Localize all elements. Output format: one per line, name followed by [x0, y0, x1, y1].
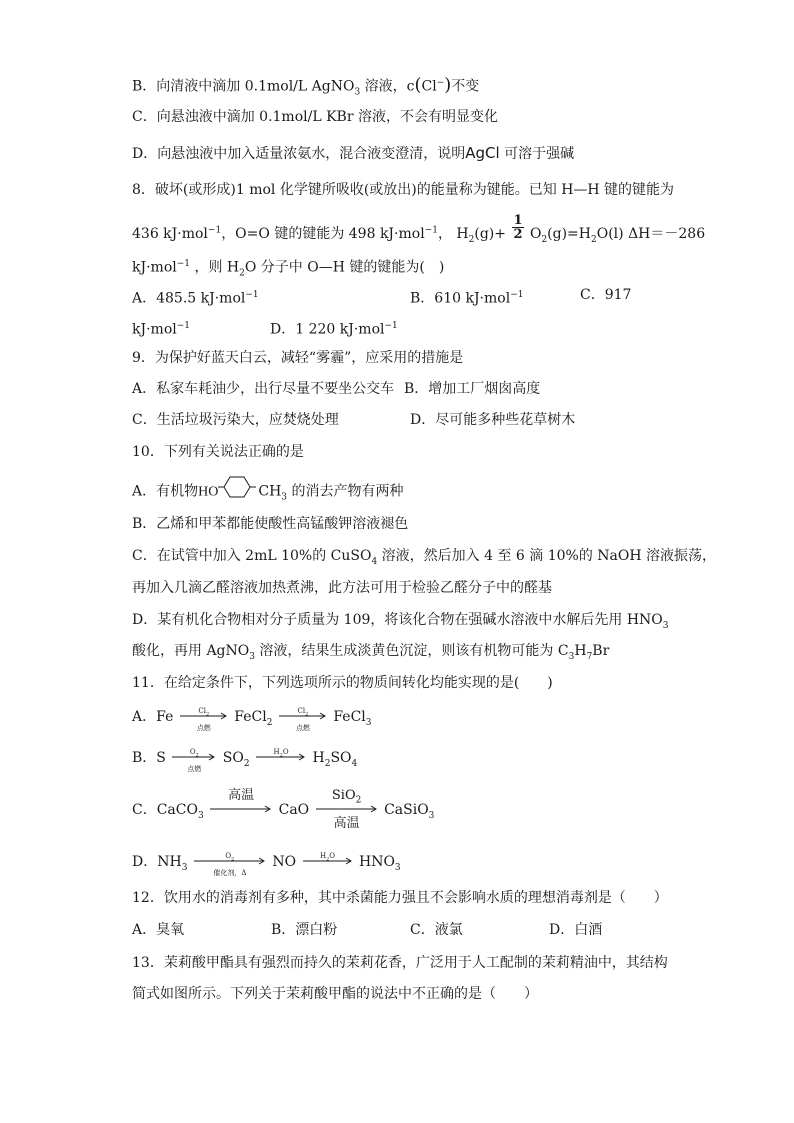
- reaction-arrow: 高温: [210, 804, 272, 814]
- q11-stem: 11．在给定条件下，下列选项所示的物质间转化均能实现的是( ): [132, 675, 553, 691]
- q11-option-d: D．$NH_3$ $O_2$ 催化剂，Δ NO $H_2O$ $HNO_3$: [132, 852, 401, 877]
- chloride-ion-formula: (: [414, 74, 422, 96]
- q8-stem-line1: 8．破坏(或形成)1 mol 化学键所吸收(或放出)的能量称为键能。已知 H—H 键的键能为: [132, 182, 675, 198]
- cyclohexane-ring-icon: [218, 476, 258, 507]
- q11-option-c: C．CaCO$_3$ 高温 CaO SiO$_2$ 高温 CaSiO$_3$: [132, 788, 435, 831]
- q13-stem-line1: 13．茉莉酸甲酯具有强烈而持久的茉莉花香，广泛用于人工配制的茉莉精油中，其结构: [132, 955, 668, 971]
- reaction-arrow: $Cl_2$ 点燃: [180, 711, 228, 721]
- q8-stem-line3: kJ·mol$^{-1}$ ，则 $H_2O$ 分子中 O—H 键的键能为( ): [132, 259, 445, 279]
- q7-option-d: D．向悬浊液中加入适量浓氨水，混合液变澄清，说明AgCl 可溶于强碱: [132, 144, 575, 162]
- one-half-fraction: $\frac{1}{2}$: [513, 213, 523, 242]
- q8-stem-line2: 436 kJ·mol$^{-1}$，O=O 键的键能为 498 kJ·mol$^{-1}$， $H_2(g)+$ $\frac{1}{2}$ $O_2(g)=H_2O(l)$ ΔH＝－286: [132, 213, 706, 245]
- q8-option-b: B．610 kJ·mol$^{-1}$: [410, 290, 524, 307]
- q9-option-a: A．私家车耗油少，出行尽量不要坐公交车: [132, 381, 395, 397]
- q8-option-c: C．917: [580, 287, 632, 303]
- reaction-arrow: $H_2O$: [303, 856, 353, 866]
- q10-option-c-line1: C．在试管中加入 2mL 10%的 CuSO$_4$ 溶液，然后加入 4 至 6 滴 10%的 NaOH 溶液振荡，: [132, 548, 717, 567]
- q7-option-c: C．向悬浊液中滴加 0.1mol/L KBr 溶液，不会有明显变化: [132, 109, 498, 125]
- q11-option-a: A．Fe $Cl_2$ 点燃 FeCl$_2$ $Cl_2$ 点燃 FeCl$_3$: [132, 707, 372, 732]
- q9-option-b: B．增加工厂烟囱高度: [404, 381, 541, 397]
- reaction-arrow: $H_2O$: [256, 752, 306, 762]
- reaction-arrow: $O_2$ 点燃: [172, 752, 216, 762]
- q10-stem: 10．下列有关说法正确的是: [132, 444, 304, 460]
- q12-option-a: A．臭氧: [132, 922, 185, 938]
- q9-option-d: D．尽可能多种些花草树木: [410, 412, 576, 428]
- q10-option-b: B．乙烯和甲苯都能使酸性高锰酸钾溶液褪色: [132, 516, 409, 532]
- q10-option-c-line2: 再加入几滴乙醛溶液加热煮沸，此方法可用于检验乙醛分子中的醛基: [132, 580, 552, 596]
- q11-option-b: B．S $O_2$ 点燃 $SO_2$ $H_2O$ $H_2SO_4$: [132, 748, 358, 773]
- q10-option-a: A．有机物HO $CH_3$ 的消去产物有两种: [132, 476, 403, 502]
- reaction-arrow: $O_2$ 催化剂，Δ: [194, 856, 266, 866]
- q8-option-d: D．1 220 kJ·mol$^{-1}$: [270, 321, 398, 338]
- q9-option-c: C．生活垃圾污染大，应焚烧处理: [132, 412, 339, 428]
- q12-option-d: D．白酒: [549, 922, 603, 938]
- reaction-arrow: $Cl_2$ 点燃: [279, 711, 327, 721]
- q7-option-b: B．向清液中滴加 0.1mol/L AgNO$_3$ 溶液，c(Cl−)不变: [132, 74, 480, 98]
- q8-option-c-unit: kJ·mol$^{-1}$: [132, 321, 191, 338]
- q10-option-d-line1: D．某有机化合物相对分子质量为 109，将该化合物在强碱水溶液中水解后先用 $HNO_3$: [132, 612, 669, 631]
- q9-stem: 9．为保护好蓝天白云，减轻“雾霾”，应采用的措施是: [132, 350, 464, 366]
- q12-option-b: B．漂白粉: [271, 922, 338, 938]
- q8-option-a: A．485.5 kJ·mol$^{-1}$: [132, 290, 259, 307]
- reaction-arrow: SiO$_2$ 高温: [316, 804, 378, 814]
- q10-option-d-line2: 酸化，再用 AgNO$_3$ 溶液，结果生成淡黄色沉淀，则该有机物可能为 $C_3H_7Br$: [132, 643, 610, 662]
- q12-stem: 12．饮用水的消毒剂有多种，其中杀菌能力强且不会影响水质的理想消毒剂是（ ）: [132, 890, 668, 906]
- q13-stem-line2: 简式如图所示。下列关于茉莉酸甲酯的说法中不正确的是（ ）: [132, 986, 538, 1002]
- q12-option-c: C．液氯: [410, 922, 463, 938]
